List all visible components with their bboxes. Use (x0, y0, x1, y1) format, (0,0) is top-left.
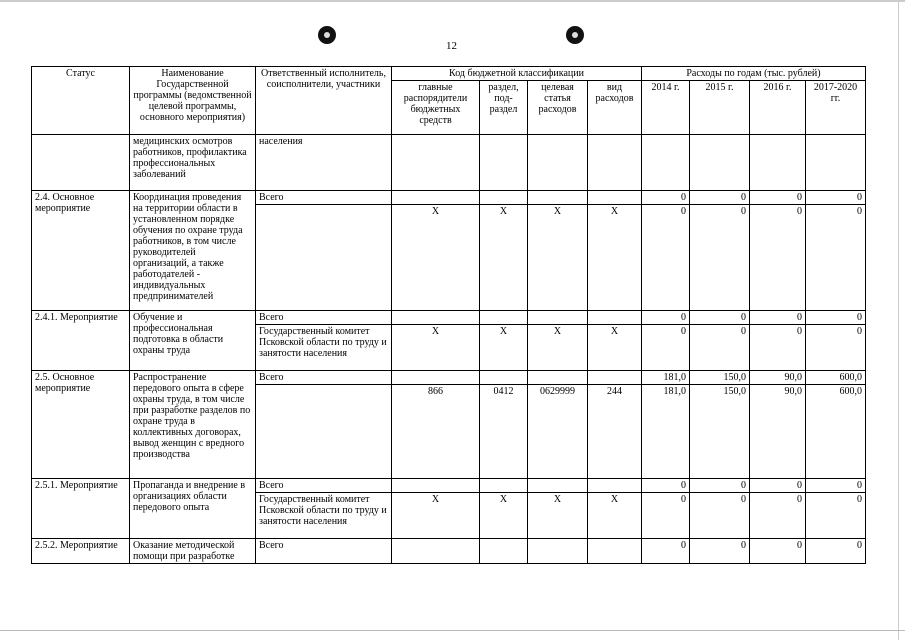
code-cell: X (528, 205, 588, 311)
value-cell: 0 (806, 493, 866, 539)
value-cell: 90,0 (750, 385, 806, 479)
value-cell: 600,0 (806, 385, 866, 479)
code-cell: X (528, 325, 588, 371)
code-cell: X (480, 493, 528, 539)
value-cell: 181,0 (642, 385, 690, 479)
punch-hole-icon (318, 26, 336, 44)
header-budget-code: Код бюджетной классификации (392, 67, 642, 81)
name-cell: Обучение и профессиональная подготовка в области охраны труда (130, 311, 256, 371)
code-cell: 0412 (480, 385, 528, 479)
scan-edge-right (898, 0, 899, 640)
code-cell: X (392, 325, 480, 371)
header-status: Статус (32, 67, 130, 135)
header-2016: 2016 г. (750, 81, 806, 135)
total-label: Всего (256, 479, 392, 493)
responsible-cell: Государственный комитет Псковской области по труду и занятости населения (256, 325, 392, 371)
total-label: Всего (256, 371, 392, 385)
value-cell: 150,0 (690, 371, 750, 385)
value-cell: 0 (642, 493, 690, 539)
total-label: Всего (256, 539, 392, 564)
name-cell: Координация проведения на территории области в установленном порядке обучения по охране труда работников, в том числе руководителей организаций, а также работодателей - индивидуальных предпринимателей (130, 191, 256, 311)
code-cell: X (588, 493, 642, 539)
table-row (32, 371, 866, 385)
value-cell: 181,0 (642, 371, 690, 385)
header-kind: вид расходов (588, 81, 642, 135)
value-cell: 0 (750, 479, 806, 493)
table-row (32, 311, 866, 325)
responsible-cell: Государственный комитет Псковской области по труду и занятости населения (256, 493, 392, 539)
status-cell: 2.5.2. Мероприятие (32, 539, 130, 564)
code-cell: X (480, 325, 528, 371)
value-cell: 0 (750, 191, 806, 205)
value-cell: 0 (806, 325, 866, 371)
status-cell: 2.5.1. Мероприятие (32, 479, 130, 539)
status-cell: 2.5. Основное мероприятие (32, 371, 130, 479)
value-cell: 0 (690, 191, 750, 205)
value-cell: 0 (690, 539, 750, 564)
value-cell: 150,0 (690, 385, 750, 479)
code-cell: X (392, 205, 480, 311)
code-cell: X (528, 493, 588, 539)
value-cell: 0 (642, 205, 690, 311)
value-cell: 0 (642, 191, 690, 205)
scan-edge-top (0, 0, 905, 2)
total-label: Всего (256, 311, 392, 325)
value-cell: 0 (690, 205, 750, 311)
budget-table (31, 66, 866, 564)
header-section: раздел, под-раздел (480, 81, 528, 135)
code-cell: X (588, 325, 642, 371)
header-expenses: Расходы по годам (тыс. рублей) (642, 67, 866, 81)
header-target: целевая статья расходов (528, 81, 588, 135)
value-cell: 0 (750, 539, 806, 564)
value-cell: 600,0 (806, 371, 866, 385)
value-cell: 0 (750, 205, 806, 311)
status-cell: 2.4.1. Мероприятие (32, 311, 130, 371)
value-cell: 0 (690, 311, 750, 325)
header-2017-2020: 2017-2020 гг. (806, 81, 866, 135)
code-cell: X (480, 205, 528, 311)
name-cell: медицинских осмотров работников, профилактика профессиональных заболеваний (130, 135, 256, 191)
value-cell: 0 (642, 539, 690, 564)
name-cell: Распространение передового опыта в сфере охраны труда, в том числе при разработке разделов по охране труда в коллективных договорах, вывод женщин с вредного производства (130, 371, 256, 479)
value-cell: 0 (642, 311, 690, 325)
name-cell: Пропаганда и внедрение в организациях области передового опыта (130, 479, 256, 539)
header-2014: 2014 г. (642, 81, 690, 135)
header-responsible: Ответственный исполнитель, соисполнители, участники (256, 67, 392, 135)
value-cell: 0 (642, 325, 690, 371)
code-cell: X (392, 493, 480, 539)
value-cell: 0 (690, 479, 750, 493)
value-cell: 0 (750, 311, 806, 325)
name-cell: Оказание методической помощи при разработке (130, 539, 256, 564)
code-cell: 866 (392, 385, 480, 479)
value-cell: 0 (806, 311, 866, 325)
status-cell: 2.4. Основное мероприятие (32, 191, 130, 311)
value-cell: 0 (806, 539, 866, 564)
table-row (32, 135, 866, 191)
responsible-cell: населения (256, 135, 392, 191)
value-cell: 0 (806, 479, 866, 493)
code-cell: X (588, 205, 642, 311)
table-row (32, 479, 866, 493)
code-cell: 0629999 (528, 385, 588, 479)
table-row (32, 191, 866, 205)
header-name: Наименование Государственной программы (ведомственной целевой программы, основного мероприятия) (130, 67, 256, 135)
code-cell: 244 (588, 385, 642, 479)
scan-edge-bottom (0, 630, 905, 631)
value-cell: 0 (642, 479, 690, 493)
header-grbs: главные распорядители бюджетных средств (392, 81, 480, 135)
value-cell: 0 (806, 205, 866, 311)
header-2015: 2015 г. (690, 81, 750, 135)
table-row (32, 539, 866, 564)
value-cell: 0 (690, 325, 750, 371)
value-cell: 0 (750, 325, 806, 371)
page-number: 12 (446, 40, 457, 52)
value-cell: 0 (806, 191, 866, 205)
value-cell: 0 (690, 493, 750, 539)
punch-hole-icon (566, 26, 584, 44)
value-cell: 90,0 (750, 371, 806, 385)
total-label: Всего (256, 191, 392, 205)
value-cell: 0 (750, 493, 806, 539)
